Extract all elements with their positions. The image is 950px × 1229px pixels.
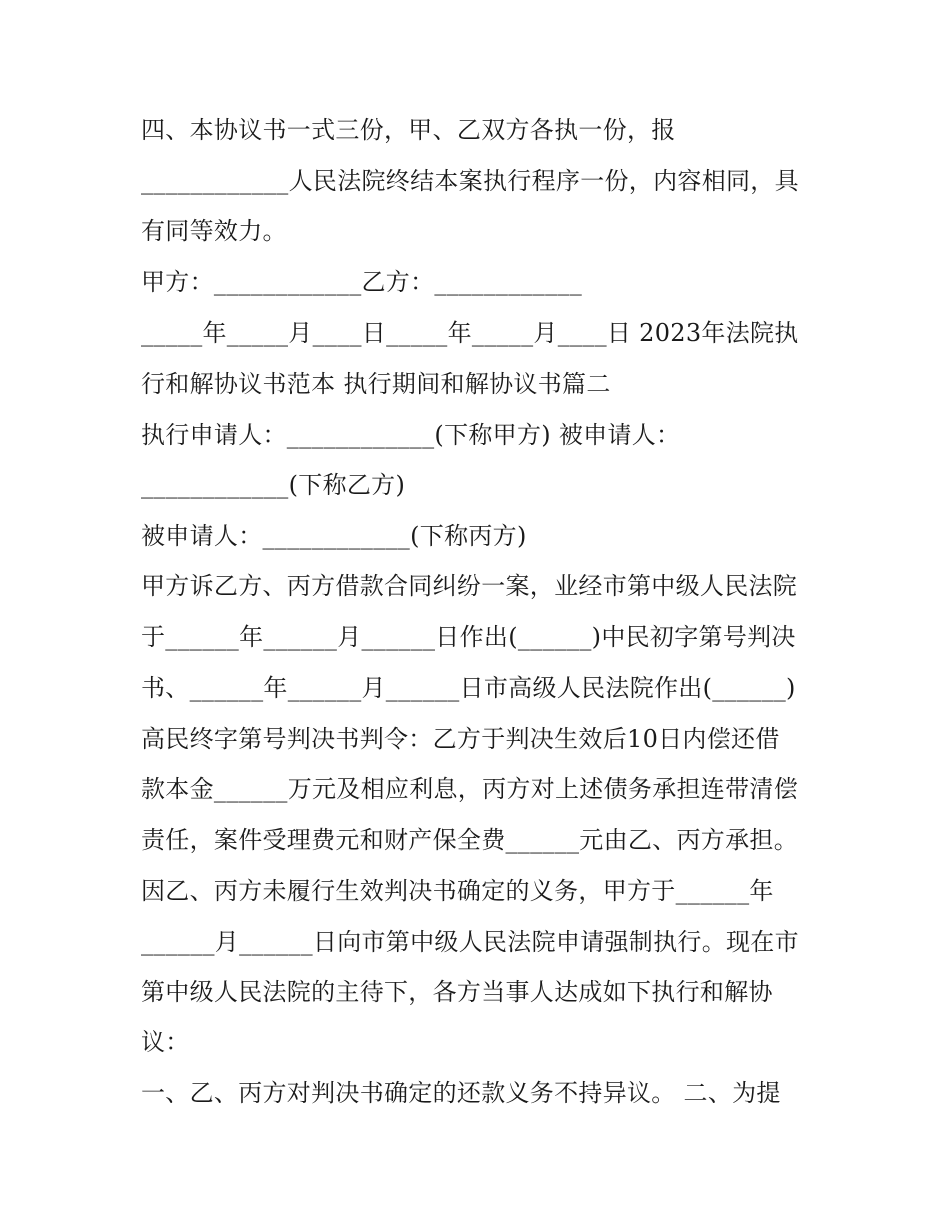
text-line: 于______年______月______日作出(______)中民初字第号判决	[141, 623, 796, 651]
text-line: ______月______日向市第中级人民法院申请强制执行。现在市	[141, 928, 799, 956]
text-line: 行和解协议书范本 执行期间和解协议书篇二	[141, 370, 611, 398]
text-line: 有同等效力。	[141, 217, 287, 245]
text-line: _____年_____月____日_____年_____月____日 2023年法院执	[141, 319, 799, 347]
text-line: ____________(下称乙方)	[141, 471, 406, 499]
text-line: 甲方诉乙方、丙方借款合同纠纷一案，业经市第中级人民法院	[141, 572, 798, 600]
text-line: 被申请人：____________(下称丙方)	[141, 522, 527, 550]
text-line: 议：	[141, 1028, 190, 1056]
text-line: ____________人民法院终结本案执行程序一份，内容相同，具	[141, 167, 799, 195]
text-line: 款本金______万元及相应利息，丙方对上述债务承担连带清偿	[141, 775, 798, 803]
text-line: 一、乙、丙方对判决书确定的还款义务不持异议。 二、为提	[141, 1079, 781, 1107]
text-line: 执行申请人：____________(下称甲方) 被申请人：	[141, 421, 681, 449]
text-line: 高民终字第号判决书判令：乙方于判决生效后10日内偿还借	[141, 725, 780, 753]
text-line: 第中级人民法院的主待下，各方当事人达成如下执行和解协	[141, 978, 773, 1006]
text-line: 责任，案件受理费元和财产保全费______元由乙、丙方承担。	[141, 826, 798, 854]
text-line: 四、本协议书一式三份，甲、乙双方各执一份，报	[141, 116, 676, 144]
text-line: 甲方：____________乙方：____________	[141, 268, 582, 296]
text-line: 书、______年______月______日市高级人民法院作出(______)	[141, 674, 796, 702]
text-line: 因乙、丙方未履行生效判决书确定的义务，甲方于______年	[141, 877, 774, 905]
